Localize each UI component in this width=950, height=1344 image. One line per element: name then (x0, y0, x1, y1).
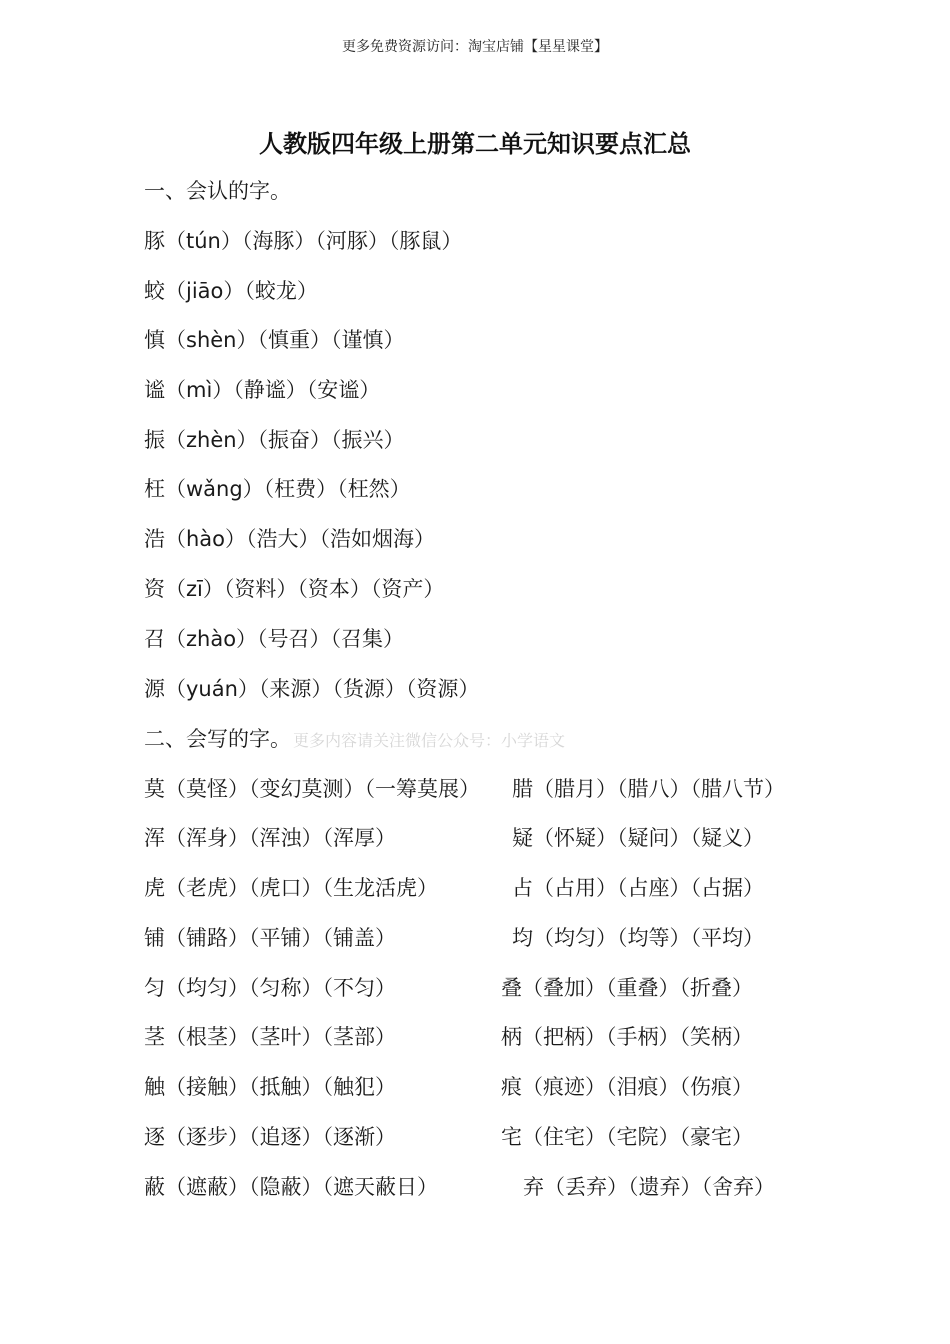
section-heading-write-label: 二、会写的字。 (144, 727, 291, 751)
page-header: 更多免费资源访问：淘宝店铺【星星课堂】 (342, 39, 608, 55)
char-line: 慎（shèn）（慎重）（谨慎） (144, 328, 405, 352)
section-heading-recognize: 一、会认的字。 (144, 179, 291, 203)
write-row-left: 莫（莫怪）（变幻莫测）（一筹莫展） (144, 777, 480, 801)
write-row-left: 虎（老虎）（虎口）（生龙活虎） (144, 876, 438, 900)
char-line: 豚（tún）（海豚）（河豚）（豚鼠） (144, 229, 463, 253)
write-row-right: 叠（叠加）（重叠）（折叠） (501, 976, 753, 1000)
write-row-right: 痕（痕迹）（泪痕）（伤痕） (501, 1075, 753, 1099)
char-line: 浩（hào）（浩大）（浩如烟海） (144, 527, 436, 551)
write-row-right: 柄（把柄）（手柄）（笑柄） (501, 1025, 753, 1049)
char-line: 召（zhào）（号召）（召集） (144, 627, 405, 651)
char-line: 谧（mì）（静谧）（安谧） (144, 378, 381, 402)
char-line: 蛟（jiāo）（蛟龙） (144, 279, 318, 303)
write-row-left: 蔽（遮蔽）（隐蔽）（遮天蔽日） (144, 1175, 438, 1199)
char-line: 振（zhèn）（振奋）（振兴） (144, 428, 405, 452)
document-title: 人教版四年级上册第二单元知识要点汇总 (259, 130, 691, 158)
write-row-left: 匀（均匀）（匀称）（不匀） (144, 976, 396, 1000)
watermark-text: 更多内容请关注微信公众号：小学语文 (293, 731, 566, 750)
char-line: 枉（wǎng）（枉费）（枉然） (144, 477, 411, 501)
write-row-right: 宅（住宅）（宅院）（豪宅） (501, 1125, 753, 1149)
write-row-right: 疑（怀疑）（疑问）（疑义） (512, 826, 764, 850)
write-row-left: 浑（浑身）（浑浊）（浑厚） (144, 826, 396, 850)
write-row-left: 茎（根茎）（茎叶）（茎部） (144, 1025, 396, 1049)
write-row-right: 弃（丢弃）（遗弃）（舍弃） (523, 1175, 775, 1199)
write-row-left: 触（接触）（抵触）（触犯） (144, 1075, 396, 1099)
write-row-right: 占（占用）（占座）（占据） (512, 876, 764, 900)
section-heading-write (144, 724, 565, 756)
write-row-right: 腊（腊月）（腊八）（腊八节） (512, 777, 785, 801)
write-row-left: 铺（铺路）（平铺）（铺盖） (144, 926, 396, 950)
char-line: 资（zī）（资料）（资本）（资产） (144, 577, 445, 601)
write-row-right: 均（均匀）（均等）（平均） (512, 926, 764, 950)
char-line: 源（yuán）（来源）（货源）（资源） (144, 677, 480, 701)
write-row-left: 逐（逐步）（追逐）（逐渐） (144, 1125, 396, 1149)
